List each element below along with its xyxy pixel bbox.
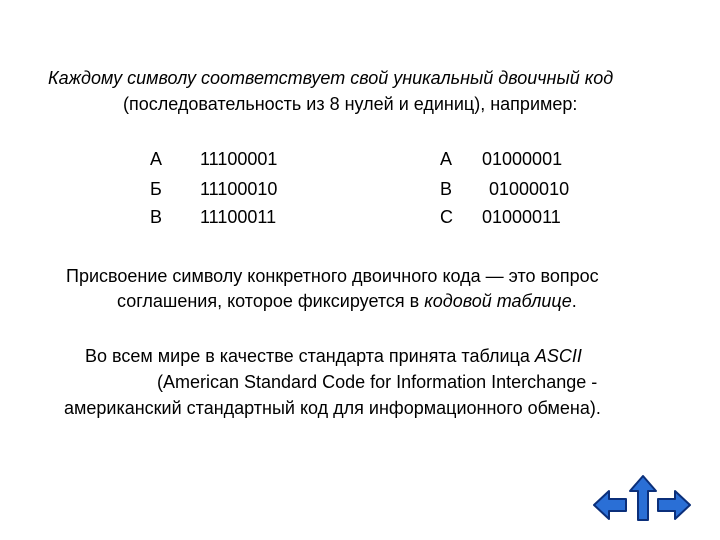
cyrillic-char: Б (150, 179, 162, 199)
arrow-right-icon (656, 488, 692, 522)
cyrillic-code: 11100010 (200, 179, 278, 199)
latin-char: B (440, 179, 453, 199)
latin-code: 01000011 (482, 207, 561, 227)
ascii-text: Во всем мире в качестве стандарта принята таблица (85, 346, 535, 366)
latin-code: 01000010 (489, 179, 570, 199)
arrow-up-icon (628, 474, 658, 522)
assignment-line-1: Присвоение символу конкретного двоичного кода — это вопрос (66, 266, 599, 286)
assignment-line-2 (117, 289, 577, 313)
intro-line-1: Каждому символу соответствует свой уникальный двоичный код (48, 68, 614, 88)
up-button[interactable] (628, 474, 658, 522)
back-button[interactable] (592, 488, 628, 522)
cyrillic-code: 11100011 (200, 207, 277, 227)
ascii-term: ASCII (534, 346, 582, 366)
intro-line-2: (последовательность из 8 нулей и единиц), например: (123, 94, 578, 114)
assignment-text: соглашения, которое фиксируется в (117, 291, 425, 311)
ascii-line-1 (85, 344, 582, 368)
cyrillic-char: В (150, 207, 163, 227)
arrow-left-icon (592, 488, 628, 522)
code-table-term: кодовой таблице (424, 291, 572, 311)
latin-code: 01000001 (482, 149, 563, 169)
ascii-line-2: (American Standard Code for Information Interchange - (157, 372, 598, 392)
forward-button[interactable] (656, 488, 692, 522)
latin-char: A (440, 149, 453, 169)
cyrillic-code: 11100001 (200, 149, 278, 169)
cyrillic-char: А (150, 149, 163, 169)
latin-char: C (440, 207, 453, 227)
ascii-line-3: американский стандартный код для информационного обмена). (64, 398, 601, 418)
assignment-period: . (571, 291, 577, 311)
